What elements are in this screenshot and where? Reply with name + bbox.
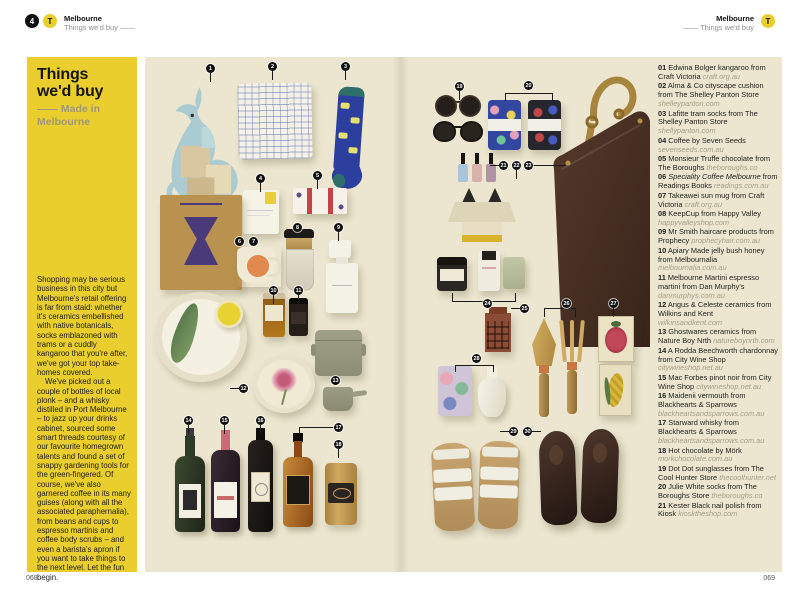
callout-22: 22	[513, 162, 520, 169]
list-item	[658, 228, 778, 246]
item-number: 01	[658, 63, 667, 72]
list-item	[658, 247, 778, 274]
callout-15: 15	[221, 417, 228, 424]
list-item	[658, 465, 778, 483]
product-ceramic-canister	[315, 330, 362, 376]
item-name: Kester Black nail polish from Kiosk	[658, 500, 762, 519]
callout-6: 6	[235, 237, 244, 246]
item-number: 17	[658, 418, 667, 428]
item-url: melbournalia.com.au	[658, 263, 727, 273]
list-item	[658, 483, 778, 501]
item-number: 05	[658, 154, 667, 164]
item-name: Edwina Bolger kangaroo from Craft Victoria	[658, 63, 766, 81]
section-letter-badge: T	[761, 14, 775, 28]
item-number: 02	[658, 81, 667, 91]
item-url: prophecyhair.com.au	[691, 236, 761, 246]
callout-12: 12	[240, 385, 247, 392]
callout-8: 8	[293, 223, 302, 232]
item-url: shelleypanton.com	[658, 99, 720, 109]
item-name: Julie White socks from The Boroughs Store	[658, 482, 757, 501]
item-name: Melbourne Martini espresso martini from Dan Murphy's	[658, 272, 760, 291]
item-number: 03	[658, 108, 667, 118]
item-url: citywineshop.net.au	[658, 363, 723, 373]
intro-paragraph: Shopping may be serious business in this city but Melbourne's retail offering is far from staid: whether it's ceramics embellished with native botanicals, socks emblazoned with trams or a cuddly kangaroo that you're after, we've got your top take-homes covered.	[37, 275, 128, 377]
product-tram-socks	[332, 87, 366, 193]
item-name: Monsieur Truffe chocolate from The Boroughs	[658, 154, 771, 172]
item-name: Mr Smith haircare products from Prophecy	[658, 227, 774, 246]
item-number: 04	[658, 135, 667, 145]
product-honey-jar	[263, 293, 285, 337]
callout-17: 17	[335, 424, 342, 431]
item-number: 11	[658, 272, 666, 282]
item-name: Apiary Made jelly bush honey from Melbournalia	[658, 245, 765, 264]
running-head-section: —— Things we'd buy	[683, 23, 754, 32]
product-chelsea-boots	[540, 429, 618, 527]
item-name: Mac Forbes pinot noir from City Wine Shop	[658, 372, 772, 391]
chapter-number-badge: 4	[25, 14, 39, 28]
item-name: KeepCup from Happy Valley	[668, 209, 762, 218]
product-ceramic-vase	[478, 367, 506, 417]
item-title-italic: Speciality Coffee Melbourne	[668, 172, 761, 182]
item-url: shellypanton.com	[658, 126, 716, 136]
item-number: 19	[658, 463, 667, 473]
page-number-right: 069	[763, 575, 775, 582]
page-number-left: 068	[26, 575, 38, 582]
callout-5: 5	[313, 171, 322, 180]
item-number: 09	[658, 227, 667, 237]
callout-25: 25	[521, 305, 528, 312]
product-photo-collage	[145, 57, 655, 572]
product-list	[658, 64, 778, 520]
product-sun-mug	[237, 247, 281, 287]
product-scrub-tube	[478, 251, 500, 291]
product-spread-panel	[145, 57, 782, 572]
product-sandals	[433, 441, 521, 533]
callout-30: 30	[524, 428, 531, 435]
item-url: thecoolhunter.net	[719, 472, 777, 482]
list-item	[658, 447, 778, 465]
intro-paragraph: We've picked out a couple of bottles of local plonk – and a whisky distilled in Port Melbourne – to jazz up your drinks cabinet, sourced some smart threads courtesy of our favourite homegrown talents and found a set of snappy gardening tools for the green-fingered. Of course, we've also garnered coffee in its many guises (along with all the associated paraphernalia), from beans and cups to espresso martinis and coffee body scrubs – and even a barista's apron if you want to take things to the next level. Let the fun begin.	[37, 377, 131, 582]
callout-connector	[299, 427, 300, 434]
product-keepcup	[283, 229, 315, 293]
product-coffee-book	[160, 195, 242, 290]
callout-connector	[505, 93, 553, 101]
item-url: morkchocolate.com.au	[658, 454, 733, 464]
list-item	[658, 392, 778, 419]
item-url: theboroughs.co	[711, 491, 763, 501]
callout-2: 2	[268, 62, 277, 71]
list-item	[658, 192, 778, 210]
item-name: Takeawei sun mug from Craft Victoria	[658, 190, 765, 209]
callout-connector	[455, 365, 494, 372]
list-item	[658, 155, 778, 173]
page-title: Things we'd buy	[37, 66, 104, 100]
callout-3: 3	[341, 62, 350, 71]
item-url: readings.com.au	[713, 181, 769, 191]
item-name: Starward whisky from Blackhearts & Sparrows	[658, 418, 739, 437]
item-url: wilkinsandkent.com	[658, 317, 723, 327]
callout-13: 13	[332, 377, 339, 384]
list-item	[658, 210, 778, 228]
product-whisky-bottle	[283, 433, 313, 527]
item-url: happyvalleyshop.com	[658, 217, 730, 227]
product-chocolate-bar	[293, 188, 347, 214]
list-item	[658, 328, 778, 346]
list-item	[658, 173, 778, 191]
list-item	[658, 419, 778, 446]
item-number: 08	[658, 209, 667, 218]
callout-23: 23	[525, 162, 532, 169]
item-name: Ghostwares ceramics from Nature Boy Nrth	[658, 327, 757, 346]
item-name: from Readings Books	[658, 172, 778, 191]
item-number: 13	[658, 327, 667, 337]
item-number: 14	[658, 345, 667, 355]
list-item	[658, 137, 778, 155]
running-head-city: Melbourne	[64, 14, 102, 23]
product-seed-packet-corn	[599, 364, 632, 416]
item-url: natureboynrth.com	[713, 336, 775, 346]
callout-24: 24	[484, 300, 491, 307]
item-name: Angus & Celeste ceramics from Wilkins and Kent	[658, 300, 772, 318]
item-url: citywineshop.net.au	[696, 381, 762, 391]
product-hot-chocolate-tube	[325, 463, 357, 525]
item-url: blackheartsandsparrows.com.au	[658, 436, 765, 446]
callout-27: 27	[610, 300, 617, 307]
item-name: Hot chocolate by Mörk	[668, 445, 742, 455]
product-garden-trowel	[530, 318, 558, 418]
running-head-city: Melbourne	[716, 14, 754, 23]
callout-28: 28	[473, 355, 480, 362]
product-garden-fork	[558, 320, 586, 416]
product-sock-pack-dark	[528, 100, 561, 150]
list-item	[658, 502, 778, 520]
item-url: theboroughs.co	[706, 162, 758, 172]
running-head-right	[683, 14, 775, 32]
callout-26: 26	[563, 300, 570, 307]
product-vermouth-bottle	[248, 428, 273, 532]
item-number: 16	[658, 391, 667, 401]
item-name: Alma & Co cityscape cushion from The Shelley Panton Store	[658, 81, 764, 100]
item-name: Lafitte tram socks from The Shelley Panton Store	[658, 108, 758, 127]
item-number: 21	[658, 500, 667, 510]
running-head-left	[25, 14, 135, 32]
item-name: Coffee by Seven Seeds	[668, 135, 746, 145]
callout-19: 19	[456, 83, 463, 90]
item-number: 15	[658, 372, 667, 382]
item-name: Maidenii vermouth from Blackhearts & Sparrows	[658, 391, 746, 410]
callout-4: 4	[256, 174, 265, 183]
item-url: blackheartsandsparrows.com.au	[658, 408, 765, 418]
product-soap-bar	[503, 257, 525, 289]
product-cityscape-cushion	[237, 82, 312, 159]
item-name: A Rodda Beechworth chardonnay from City Wine Shop	[658, 345, 779, 364]
item-url: craft.org.au	[684, 199, 722, 209]
list-item	[658, 374, 778, 392]
item-url: kiosktheshop.com	[678, 509, 738, 519]
callout-connector	[533, 165, 565, 166]
callout-1: 1	[206, 64, 215, 73]
callout-16: 16	[257, 417, 264, 424]
list-item	[658, 82, 778, 109]
list-item	[658, 301, 778, 328]
callout-9: 9	[334, 223, 343, 232]
item-number: 18	[658, 445, 667, 455]
product-haircare-jar	[329, 240, 351, 258]
product-pinot-noir-bottle	[211, 430, 240, 532]
product-sock-pack-blue	[488, 100, 521, 150]
running-head-section: Things we'd buy ——	[64, 23, 136, 32]
product-brick-house-model	[485, 313, 511, 352]
product-nail-polish-set	[458, 153, 496, 185]
product-scrub-jar	[437, 257, 467, 291]
product-egg-carton-planter	[448, 188, 516, 250]
section-letter-badge: T	[43, 14, 57, 28]
list-item	[658, 274, 778, 301]
product-sunglasses	[435, 97, 485, 143]
item-number: 07	[658, 190, 667, 200]
callout-7: 7	[249, 237, 258, 246]
callout-connector	[299, 427, 335, 428]
item-number: 10	[658, 245, 667, 255]
callout-10: 10	[270, 287, 277, 294]
list-item	[658, 64, 778, 82]
list-item	[658, 347, 778, 374]
item-number: 20	[658, 482, 667, 492]
product-yellow-bowl	[215, 300, 243, 328]
product-chardonnay-bottle	[175, 428, 205, 532]
mug-handle	[268, 257, 281, 277]
product-ceramic-scoop	[323, 387, 353, 411]
item-number: 12	[658, 300, 667, 310]
product-haircare-bottle	[326, 263, 358, 313]
callout-29: 29	[510, 428, 517, 435]
product-floral-tin	[438, 366, 472, 416]
callout-11: 11	[295, 287, 302, 294]
callout-14: 14	[185, 417, 192, 424]
callout-connector	[544, 308, 576, 317]
callout-20: 20	[525, 82, 532, 89]
item-url: sevenseeds.com.au	[658, 144, 724, 154]
item-url: danmurphys.com.au	[658, 290, 725, 300]
item-name: Dot Dot sunglasses from The Cool Hunter Store	[658, 463, 764, 482]
callout-18: 18	[335, 441, 342, 448]
product-plate-thistle	[253, 355, 315, 413]
product-coffee-bag	[243, 190, 279, 234]
list-item	[658, 110, 778, 137]
item-number: 06	[658, 172, 667, 182]
page-subtitle: —— Made in Melbourne	[37, 103, 101, 128]
item-url: craft.org.au	[702, 71, 741, 81]
product-seed-packet-beetroot	[598, 316, 634, 362]
intro-text	[37, 275, 131, 582]
callout-21: 21	[500, 162, 507, 169]
